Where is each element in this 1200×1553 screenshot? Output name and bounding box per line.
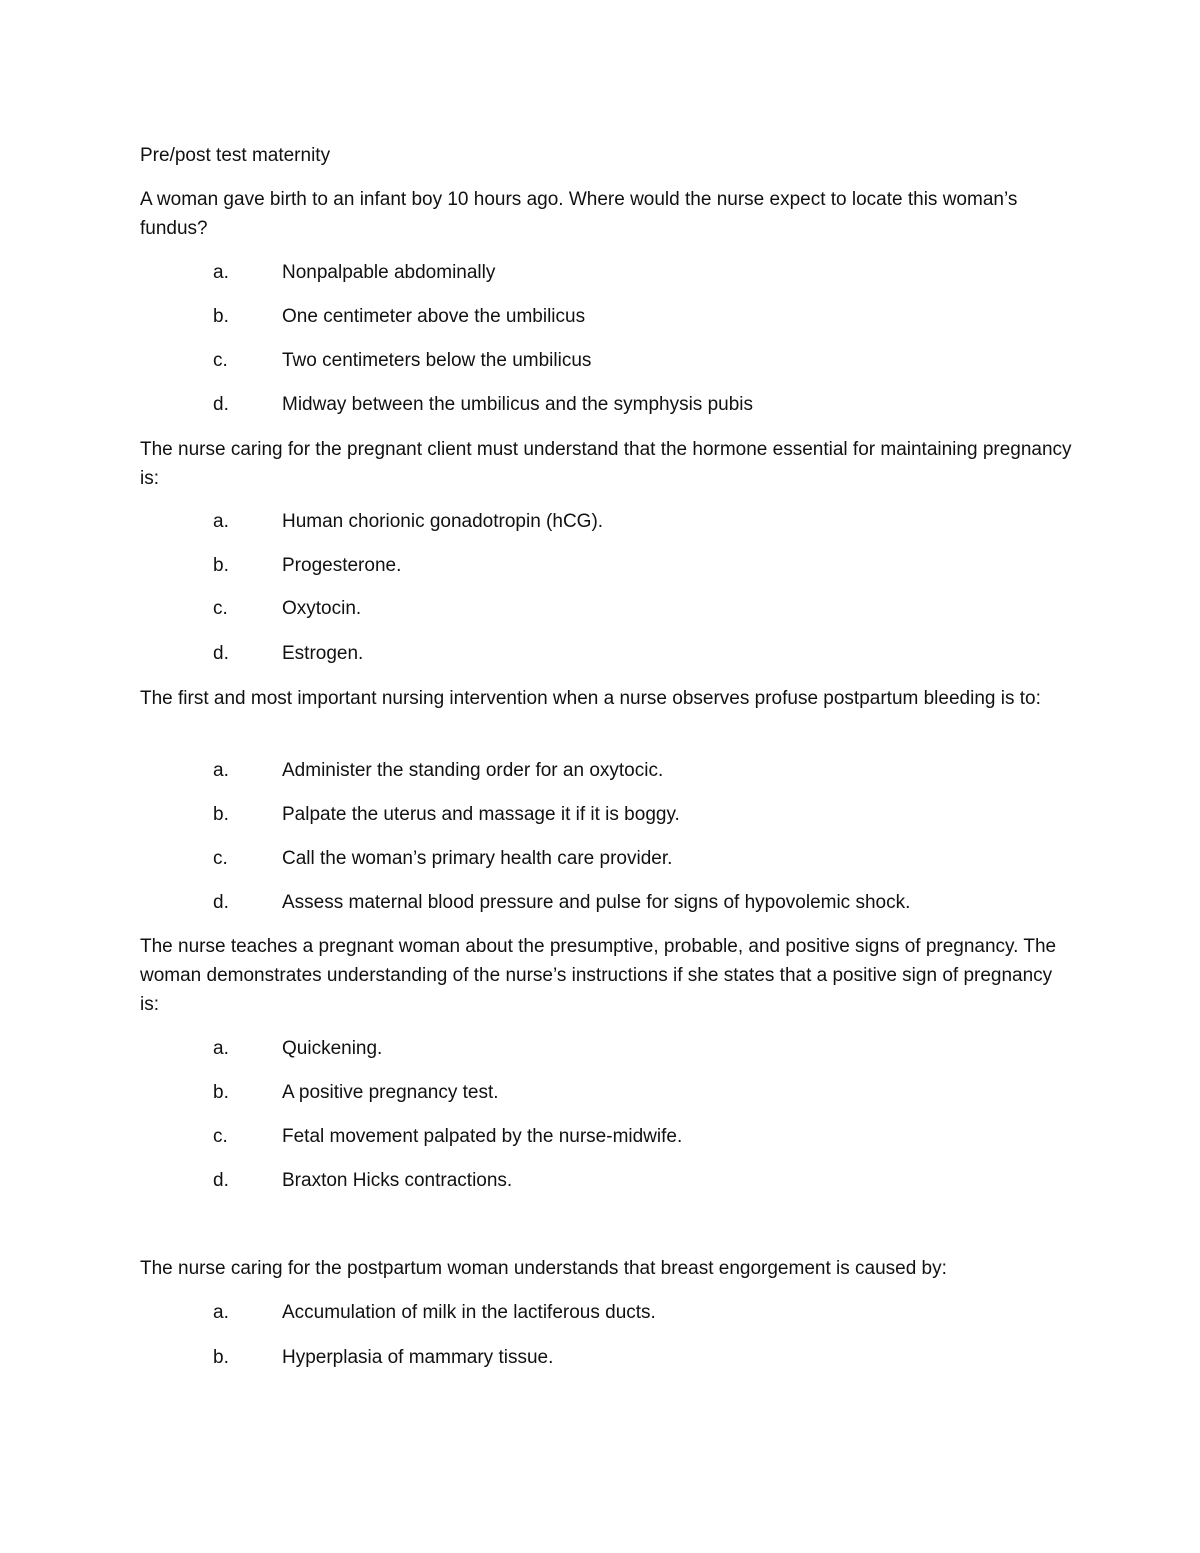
option-letter: b. <box>213 306 229 327</box>
question-1-option-c <box>0 348 1200 374</box>
question-3-stem: The first and most important nursing intervention when a nurse observes profuse postpartum bleeding is to: <box>140 688 1041 709</box>
question-1-stem: A woman gave birth to an infant boy 10 hours ago. Where would the nurse expect to locate this woman’s fundus? <box>140 189 1018 239</box>
question-1-option-d <box>0 392 1200 418</box>
question-3-option-c <box>0 846 1200 872</box>
option-text: Fetal movement palpated by the nurse-midwife. <box>282 1126 683 1147</box>
option-text: Braxton Hicks contractions. <box>282 1170 513 1191</box>
question-4-option-b <box>0 1080 1200 1106</box>
question-2-option-a <box>0 509 1200 535</box>
option-text: Estrogen. <box>282 643 364 664</box>
option-text: Midway between the umbilicus and the symphysis pubis <box>282 394 754 415</box>
option-letter: c. <box>213 848 228 869</box>
question-3-option-a <box>0 758 1200 784</box>
option-text: Two centimeters below the umbilicus <box>282 350 592 371</box>
option-letter: a. <box>213 262 229 283</box>
option-letter: b. <box>213 804 229 825</box>
question-2-stem: The nurse caring for the pregnant client must understand that the hormone essential for maintaining pregnancy is: <box>140 439 1072 489</box>
question-4-stem: The nurse teaches a pregnant woman about the presumptive, probable, and positive signs of pregnancy. The woman demonstrates understanding of the nurse’s instructions if she states that a positive sign of pregnancy is: <box>140 936 1057 1015</box>
option-text: Palpate the uterus and massage it if it is boggy. <box>282 804 680 825</box>
option-text: Nonpalpable abdominally <box>282 262 496 283</box>
question-2-option-b <box>0 553 1200 579</box>
option-text: Accumulation of milk in the lactiferous ducts. <box>282 1302 656 1323</box>
question-4-option-a <box>0 1036 1200 1062</box>
question-5-option-b <box>0 1345 1200 1371</box>
option-letter: d. <box>213 892 229 913</box>
question-2-option-d <box>0 641 1200 667</box>
option-text: Assess maternal blood pressure and pulse for signs of hypovolemic shock. <box>282 892 911 913</box>
option-letter: a. <box>213 511 229 532</box>
option-text: Administer the standing order for an oxytocic. <box>282 760 664 781</box>
option-letter: b. <box>213 1082 229 1103</box>
option-text: Quickening. <box>282 1038 383 1059</box>
option-letter: a. <box>213 1302 229 1323</box>
option-letter: d. <box>213 643 229 664</box>
question-3-option-d <box>0 890 1200 916</box>
question-5-stem: The nurse caring for the postpartum woman understands that breast engorgement is caused by: <box>140 1258 947 1279</box>
option-letter: a. <box>213 760 229 781</box>
option-text: Oxytocin. <box>282 598 362 619</box>
option-letter: c. <box>213 1126 228 1147</box>
option-text: Call the woman’s primary health care provider. <box>282 848 673 869</box>
page-title: Pre/post test maternity <box>140 145 331 166</box>
option-text: Progesterone. <box>282 555 402 576</box>
option-letter: d. <box>213 394 229 415</box>
question-3-option-b <box>0 802 1200 828</box>
option-text: A positive pregnancy test. <box>282 1082 499 1103</box>
option-text: Hyperplasia of mammary tissue. <box>282 1347 554 1368</box>
question-5-option-a <box>0 1300 1200 1326</box>
option-text: One centimeter above the umbilicus <box>282 306 586 327</box>
option-letter: b. <box>213 555 229 576</box>
option-letter: a. <box>213 1038 229 1059</box>
option-letter: c. <box>213 598 228 619</box>
question-4-option-d <box>0 1168 1200 1194</box>
question-2-option-c <box>0 596 1200 622</box>
question-4-option-c <box>0 1124 1200 1150</box>
option-letter: b. <box>213 1347 229 1368</box>
option-letter: d. <box>213 1170 229 1191</box>
option-text: Human chorionic gonadotropin (hCG). <box>282 511 604 532</box>
option-letter: c. <box>213 350 228 371</box>
question-1-option-a <box>0 260 1200 286</box>
question-1-option-b <box>0 304 1200 330</box>
